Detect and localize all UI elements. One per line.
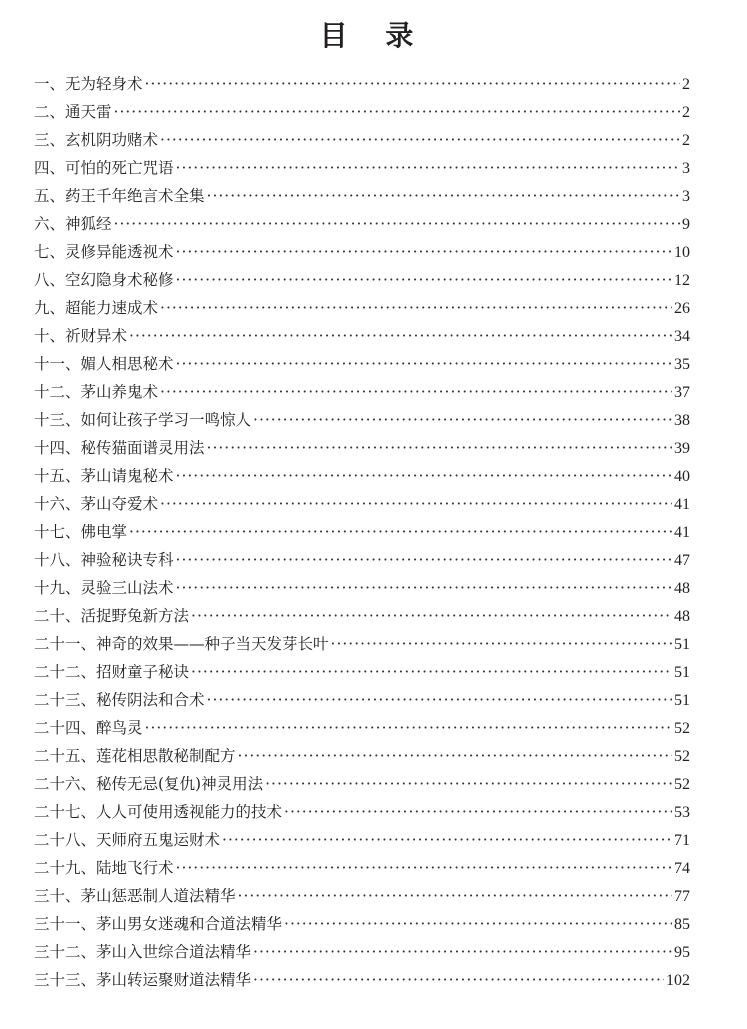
toc-entry-label: 十二、茅山养鬼术 [34,383,159,401]
dot-leader [207,434,672,462]
toc-entry-page: 95 [674,944,690,961]
toc-entry-page: 52 [674,720,690,737]
dot-leader [160,490,672,518]
dot-leader [191,658,672,686]
dot-leader [265,770,672,798]
toc-entry[interactable] [34,854,690,882]
toc-entry-page: 53 [674,804,690,821]
toc-entry-label: 十、祈财异术 [34,327,128,345]
toc-entry[interactable] [34,546,690,574]
toc-entry-page: 47 [674,552,690,569]
dot-leader [284,798,672,826]
dot-leader [253,966,664,994]
toc-entry-label: 二十、活捉野兔新方法 [34,607,190,625]
toc-entry-label: 八、空幻隐身术秘修 [34,271,174,289]
toc-entry-label: 二十四、醉鸟灵 [34,719,143,737]
toc-entry[interactable] [34,238,690,266]
toc-entry-page: 39 [674,440,690,457]
toc-entry-page: 2 [682,104,690,121]
toc-entry[interactable] [34,742,690,770]
toc-entry-page: 38 [674,412,690,429]
toc-entry[interactable] [34,126,690,154]
dot-leader [145,714,672,742]
toc-entry-label: 七、灵修异能透视术 [34,243,174,261]
toc-entry-label: 四、可怕的死亡咒语 [34,159,174,177]
toc-entry-page: 2 [682,132,690,149]
toc-entry-label: 五、药王千年绝言术全集 [34,187,205,205]
toc-entry-page: 3 [682,188,690,205]
toc-entry-page: 102 [666,972,690,989]
dot-leader [176,462,672,490]
toc-entry-label: 九、超能力速成术 [34,299,159,317]
toc-entry-page: 10 [674,244,690,261]
dot-leader [253,938,672,966]
toc-entry-label: 二十九、陆地飞行术 [34,859,174,877]
toc-entry-label: 十七、佛电掌 [34,523,128,541]
dot-leader [176,546,672,574]
toc-entry-page: 35 [674,356,690,373]
toc-entry-label: 三十一、茅山男女迷魂和合道法精华 [34,915,283,933]
toc-entry-page: 12 [674,272,690,289]
toc-entry-page: 26 [674,300,690,317]
dot-leader [129,322,672,350]
toc-entry-page: 40 [674,468,690,485]
toc-entry[interactable] [34,322,690,350]
toc-entry[interactable] [34,70,690,98]
toc-entry[interactable] [34,210,690,238]
toc-entry[interactable] [34,518,690,546]
table-of-contents [34,70,690,994]
dot-leader [176,350,672,378]
toc-entry-label: 六、神狐经 [34,215,112,233]
toc-entry[interactable] [34,770,690,798]
dot-leader [176,238,672,266]
toc-entry[interactable] [34,406,690,434]
toc-entry-label: 十一、媚人相思秘术 [34,355,174,373]
dot-leader [191,602,672,630]
toc-entry[interactable] [34,630,690,658]
toc-entry[interactable] [34,182,690,210]
toc-entry-label: 十八、神验秘诀专科 [34,551,174,569]
dot-leader [160,294,672,322]
toc-entry-label: 三、玄机阴功赌术 [34,131,159,149]
toc-entry-label: 二十一、神奇的效果——种子当天发芽长叶 [34,635,329,653]
dot-leader [145,70,680,98]
toc-entry[interactable] [34,602,690,630]
toc-entry-label: 十六、茅山夺爱术 [34,495,159,513]
dot-leader [253,406,672,434]
dot-leader [114,98,680,126]
toc-entry-page: 48 [674,580,690,597]
toc-entry[interactable] [34,154,690,182]
toc-entry[interactable] [34,798,690,826]
toc-entry[interactable] [34,434,690,462]
toc-entry-page: 77 [674,888,690,905]
toc-entry[interactable] [34,378,690,406]
dot-leader [207,182,680,210]
toc-entry-label: 二十五、莲花相思散秘制配方 [34,747,236,765]
toc-entry-label: 二十七、人人可使用透视能力的技术 [34,803,283,821]
toc-entry[interactable] [34,266,690,294]
dot-leader [176,266,672,294]
toc-entry-page: 41 [674,524,690,541]
toc-entry-page: 85 [674,916,690,933]
dot-leader [176,854,672,882]
toc-entry[interactable] [34,574,690,602]
toc-entry[interactable] [34,686,690,714]
toc-entry-label: 二十六、秘传无忌(复仇)神灵用法 [34,775,264,793]
toc-entry-label: 二十八、天师府五鬼运财术 [34,831,221,849]
toc-entry[interactable] [34,910,690,938]
toc-entry-page: 34 [674,328,690,345]
toc-entry-page: 71 [674,832,690,849]
toc-entry-label: 二十三、秘传阴法和合术 [34,691,205,709]
toc-entry-page: 41 [674,496,690,513]
toc-entry[interactable] [34,294,690,322]
toc-entry[interactable] [34,98,690,126]
toc-entry-label: 三十三、茅山转运聚财道法精华 [34,971,252,989]
toc-entry-page: 2 [682,76,690,93]
toc-entry-label: 一、无为轻身术 [34,75,143,93]
toc-entry-page: 37 [674,384,690,401]
toc-entry-page: 52 [674,748,690,765]
toc-entry-label: 十四、秘传猫面谱灵用法 [34,439,205,457]
toc-entry[interactable] [34,658,690,686]
dot-leader [114,210,680,238]
dot-leader [129,518,672,546]
dot-leader [331,630,672,658]
toc-entry-label: 十五、茅山请鬼秘术 [34,467,174,485]
dot-leader [160,126,680,154]
toc-entry[interactable] [34,714,690,742]
toc-entry[interactable] [34,882,690,910]
toc-entry-label: 十三、如何让孩子学习一鸣惊人 [34,411,252,429]
toc-entry-page: 51 [674,692,690,709]
toc-entry-label: 十九、灵验三山法术 [34,579,174,597]
toc-entry-label: 二十二、招财童子秘诀 [34,663,190,681]
toc-entry-page: 48 [674,608,690,625]
dot-leader [284,910,672,938]
dot-leader [160,378,672,406]
toc-entry[interactable] [34,350,690,378]
toc-entry-page: 51 [674,664,690,681]
toc-entry[interactable] [34,462,690,490]
toc-entry-page: 51 [674,636,690,653]
dot-leader [222,826,672,854]
toc-entry[interactable] [34,826,690,854]
page-title: 目 录 [319,19,428,52]
dot-leader [207,686,672,714]
toc-entry-label: 三十二、茅山入世综合道法精华 [34,943,252,961]
toc-entry-label: 三十、茅山惩恶制人道法精华 [34,887,236,905]
toc-entry-page: 9 [682,216,690,233]
toc-entry[interactable] [34,938,690,966]
toc-entry[interactable] [34,966,690,994]
toc-entry-page: 3 [682,160,690,177]
dot-leader [238,742,672,770]
dot-leader [176,154,680,182]
toc-entry-page: 74 [674,860,690,877]
dot-leader [238,882,672,910]
dot-leader [176,574,672,602]
toc-entry-label: 二、通天雷 [34,103,112,121]
toc-entry-page: 52 [674,776,690,793]
toc-entry[interactable] [34,490,690,518]
